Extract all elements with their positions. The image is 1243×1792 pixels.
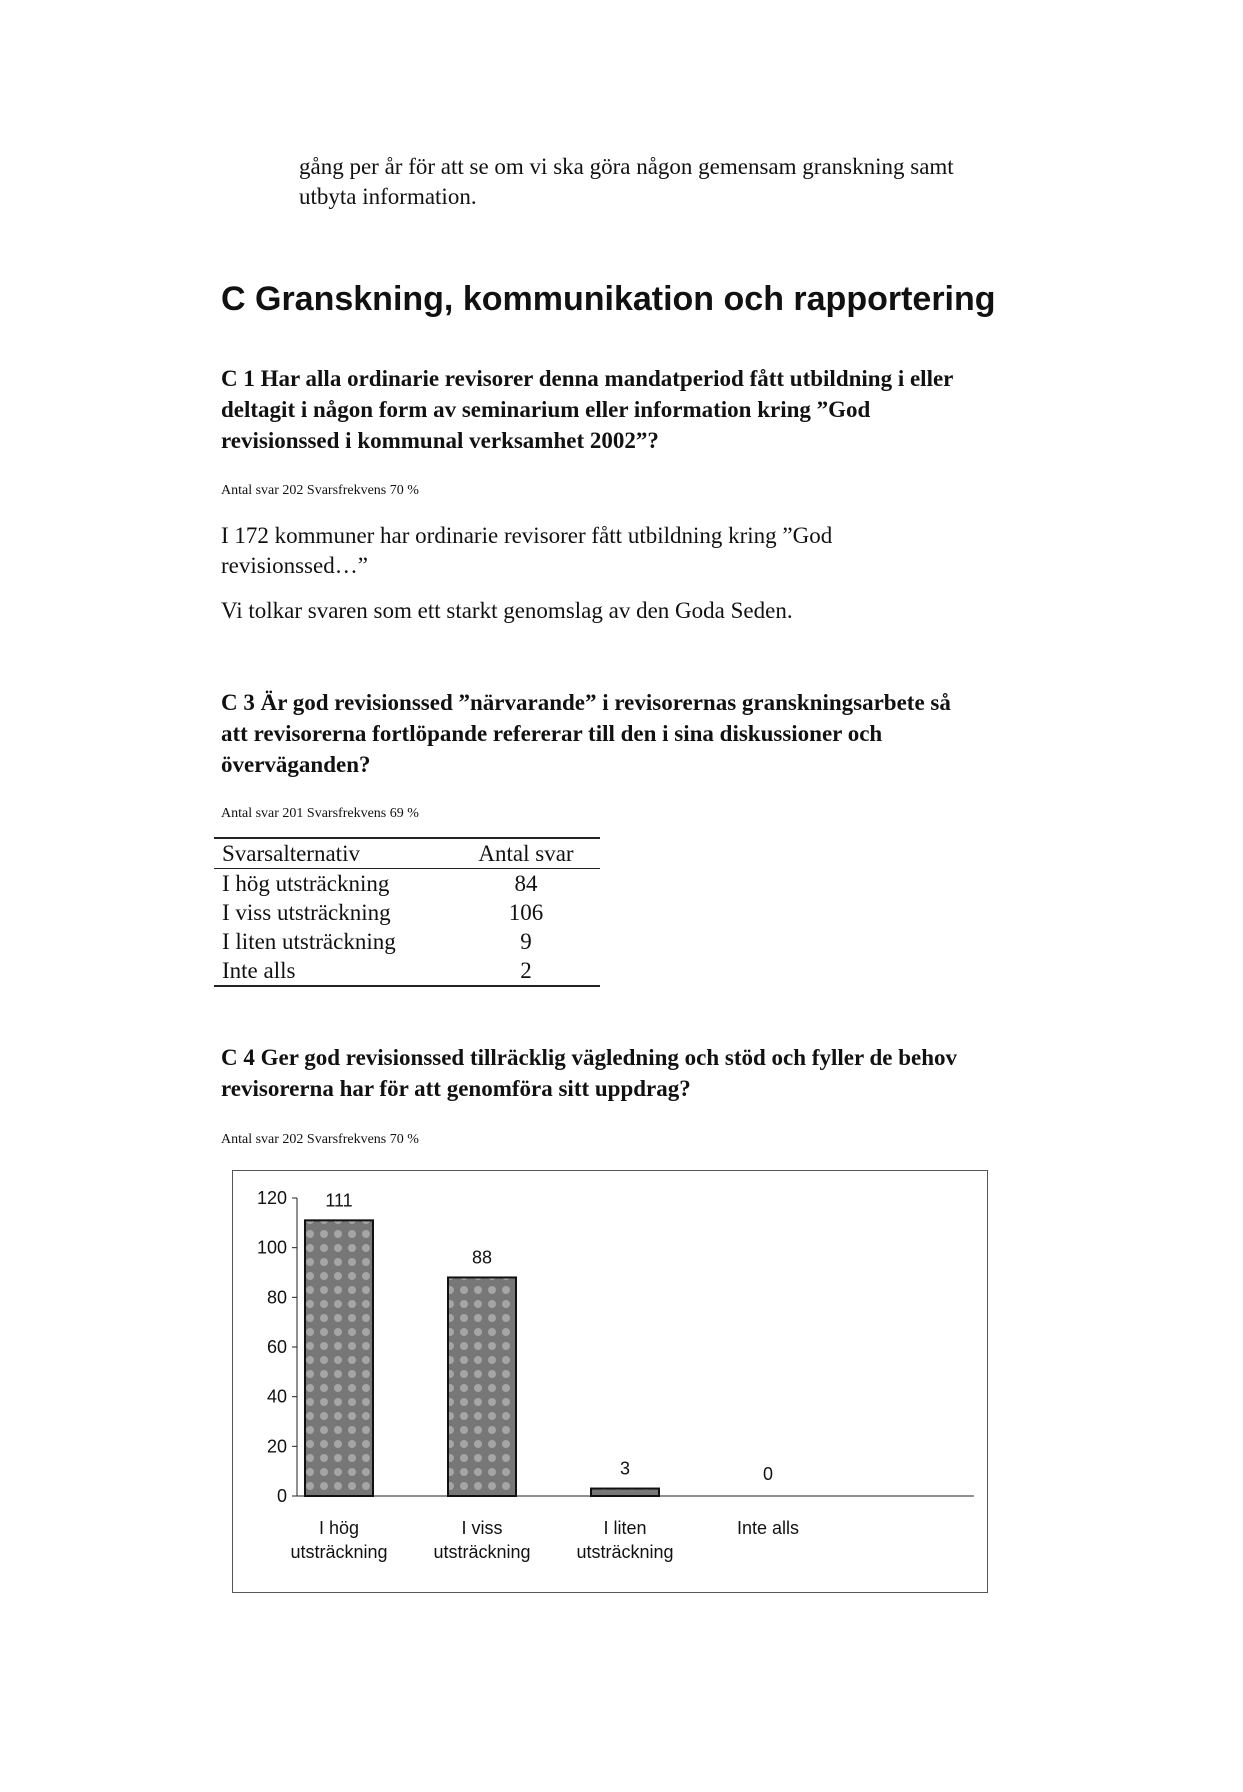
y-tick-label: 0 xyxy=(276,1486,287,1506)
data-label: 0 xyxy=(762,1464,774,1484)
intro-text xyxy=(299,152,954,212)
bar xyxy=(591,1489,659,1496)
c3-meta: Antal svar 201 Svarsfrekvens 69 % xyxy=(221,806,419,821)
table-header-cell: Antal svar xyxy=(452,839,600,869)
question-line: revisionssed i kommunal verksamhet 2002”? xyxy=(221,428,659,453)
table-header-row xyxy=(214,839,600,869)
question-line: revisorerna har för att genomföra sitt uppdrag? xyxy=(221,1076,691,1101)
y-tick-label: 100 xyxy=(256,1237,287,1258)
table-row xyxy=(214,869,600,899)
category-label: I hög utsträckning xyxy=(290,1518,388,1562)
question-line: att revisorerna fortlöpande refererar till den i sina diskussioner och xyxy=(221,721,883,746)
y-tick-label: 80 xyxy=(266,1287,287,1308)
answer-line: revisionssed…” xyxy=(221,553,368,578)
table-cell: I liten utsträckning xyxy=(222,929,396,954)
c4-bar-chart xyxy=(233,1171,987,1592)
answer-line: I 172 kommuner har ordinarie revisorer fått utbildning kring ”God xyxy=(221,523,833,548)
bar xyxy=(305,1220,373,1496)
table-cell: 106 xyxy=(508,900,544,925)
data-label: 111 xyxy=(325,1190,353,1211)
c1-meta: Antal svar 202 Svarsfrekvens 70 % xyxy=(221,483,419,498)
question-line: C 1 Har alla ordinarie revisorer denna mandatperiod fått utbildning i eller xyxy=(221,366,954,391)
y-tick-label: 40 xyxy=(266,1386,287,1407)
category-label: I viss utsträckning xyxy=(433,1518,531,1562)
table-row xyxy=(214,898,600,927)
table-row xyxy=(214,956,600,985)
c1-comment: Vi tolkar svaren som ett starkt genomslag av den Goda Seden. xyxy=(221,598,793,623)
table-cell: I viss utsträckning xyxy=(222,900,391,925)
y-tick-label: 20 xyxy=(266,1436,287,1457)
data-label: 3 xyxy=(619,1458,631,1479)
y-tick-label: 60 xyxy=(266,1337,287,1357)
c1-answer xyxy=(221,521,832,581)
category-label: Inte alls xyxy=(736,1518,800,1538)
question-line: överväganden? xyxy=(221,752,371,777)
c3-table xyxy=(214,839,600,985)
table-cell: 84 xyxy=(514,871,538,896)
intro-line: gång per år för att se om vi ska göra någon gemensam granskning samt xyxy=(299,154,954,179)
c3-question xyxy=(221,687,951,780)
question-line: C 4 Ger god revisionssed tillräcklig vägledning och stöd och fyller de behov xyxy=(221,1045,958,1070)
intro-line: utbyta information. xyxy=(299,184,477,209)
table-cell: Inte alls xyxy=(222,958,296,983)
c4-question xyxy=(221,1042,957,1104)
category-label: I liten utsträckning xyxy=(576,1518,674,1562)
data-label: 88 xyxy=(471,1247,493,1268)
table-header-cell: Svarsalternativ xyxy=(214,839,452,869)
y-tick-label: 120 xyxy=(256,1188,287,1208)
c4-chart-frame xyxy=(232,1170,988,1593)
bar xyxy=(448,1277,516,1496)
table-cell: 9 xyxy=(520,929,532,954)
table-cell: 2 xyxy=(520,958,532,983)
section-heading: C Granskning, kommunikation och rapportering xyxy=(221,280,996,318)
table-cell: I hög utsträckning xyxy=(222,871,390,896)
table-row xyxy=(214,927,600,956)
question-line: deltagit i någon form av seminarium eller information kring ”God xyxy=(221,397,871,422)
c4-meta: Antal svar 202 Svarsfrekvens 70 % xyxy=(221,1132,419,1147)
question-line: C 3 Är god revisionssed ”närvarande” i revisorernas granskningsarbete så xyxy=(221,690,951,715)
c3-table-wrap xyxy=(214,837,600,987)
c1-question xyxy=(221,363,953,456)
